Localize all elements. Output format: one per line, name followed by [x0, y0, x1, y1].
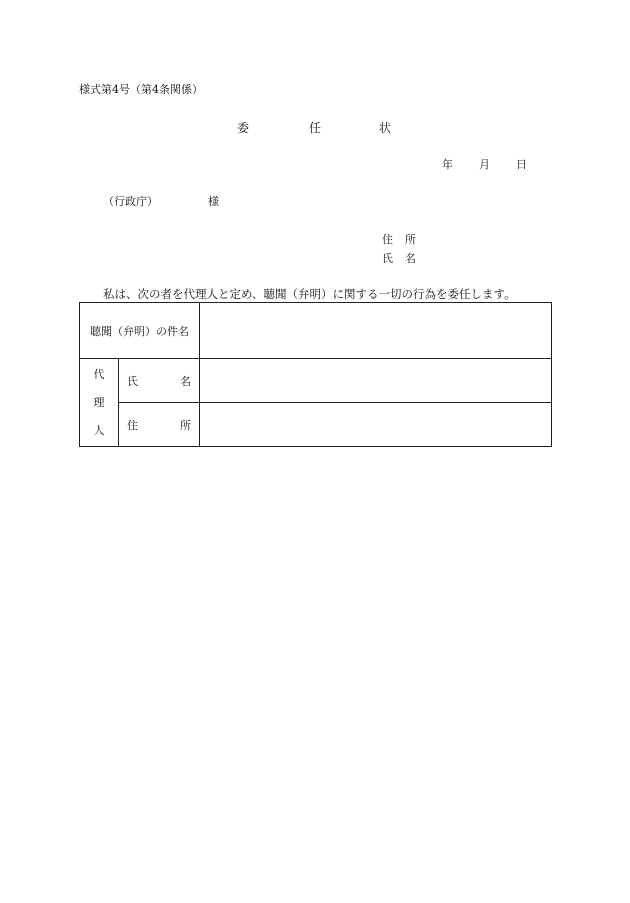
delegation-table [79, 302, 552, 447]
agent-name-row [80, 359, 552, 403]
label-char: 名 [180, 375, 191, 388]
label-char: 所 [180, 419, 191, 432]
date-day-label: 日 [516, 158, 527, 171]
principal-name-label [382, 249, 420, 268]
agent-address-label [119, 403, 200, 447]
title-char: 任 [309, 121, 322, 135]
agent-address-row [80, 403, 552, 447]
label-char: 氏 [127, 375, 138, 388]
label-char: 所 [405, 233, 416, 246]
label-char: 代 [93, 367, 105, 381]
date-month-label: 月 [479, 158, 490, 171]
document-title [237, 119, 391, 136]
case-name-label: 聴聞（弁明）の件名 [80, 303, 200, 359]
form-number: 様式第4号（第4条関係） [79, 83, 203, 96]
addressee [103, 193, 219, 209]
principal-block [382, 230, 420, 268]
title-char: 状 [379, 121, 392, 135]
agent-name-field[interactable] [200, 359, 552, 403]
case-name-field[interactable] [200, 303, 552, 359]
label-char: 人 [93, 423, 105, 437]
date-year-label: 年 [442, 158, 453, 171]
agent-label [80, 359, 119, 447]
title-char: 委 [237, 121, 250, 135]
label-char: 理 [93, 395, 105, 409]
delegation-statement: 私は、次の者を代理人と定め、聴聞（弁明）に関する一切の行為を委任します。 [103, 287, 516, 301]
label-char: 住 [127, 419, 138, 432]
label-char: 氏 [382, 252, 393, 265]
agent-address-field[interactable] [200, 403, 552, 447]
date-line [442, 156, 527, 172]
addressee-agency: （行政庁） [103, 195, 158, 208]
label-char: 名 [405, 252, 416, 265]
principal-address-label [382, 230, 420, 249]
agent-name-label [119, 359, 200, 403]
label-char: 住 [382, 233, 393, 246]
addressee-honorific: 様 [208, 195, 219, 208]
case-row [80, 303, 552, 359]
